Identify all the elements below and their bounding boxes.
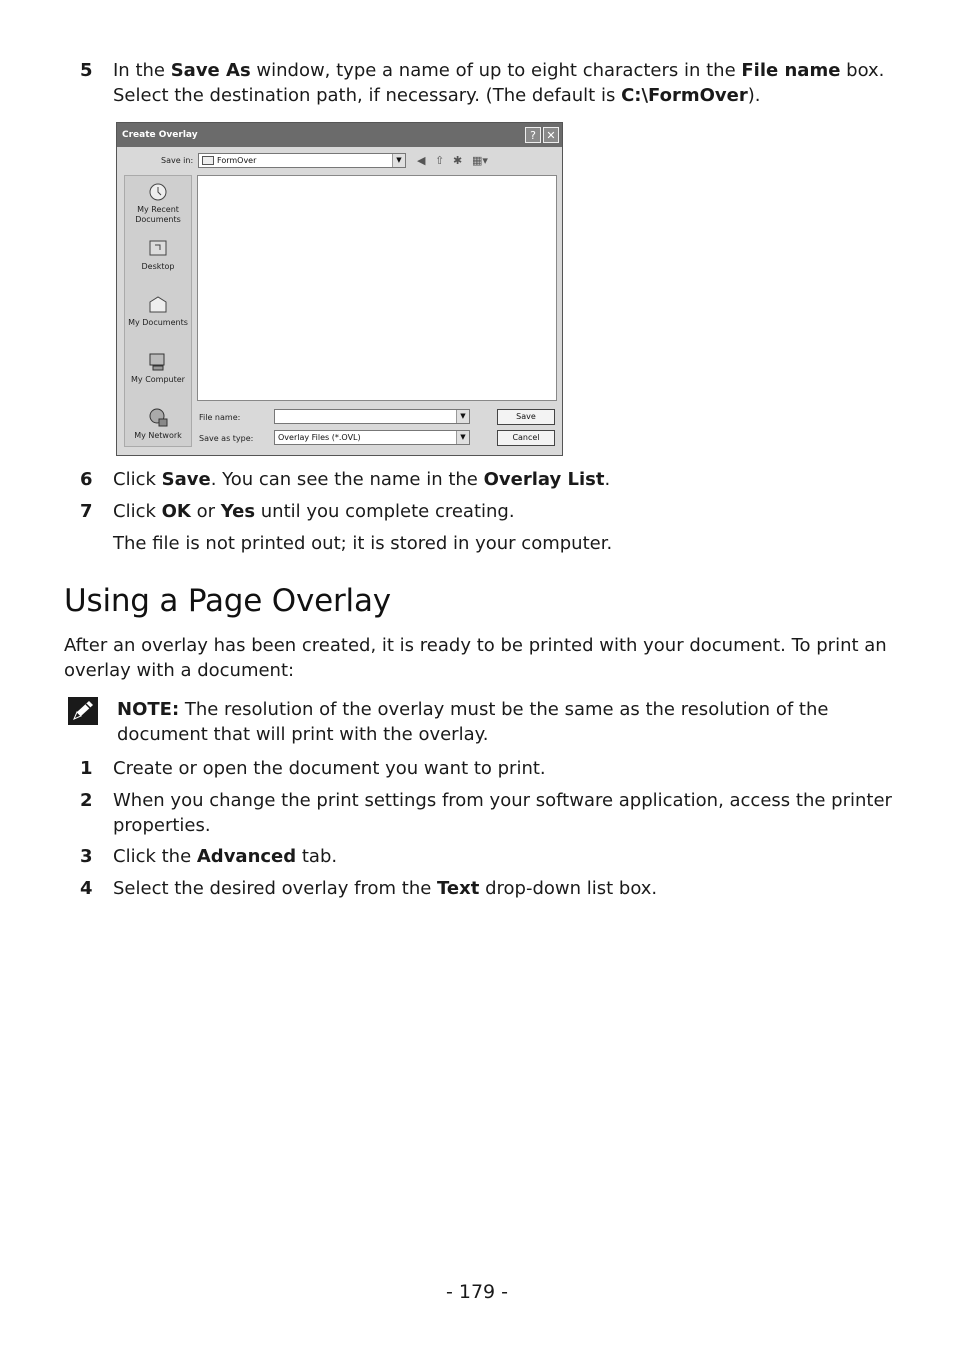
text-run: until you complete creating. [255,501,515,522]
place-label: My Network [134,431,182,440]
recent-documents-icon [147,181,169,203]
bold-term: Overlay List [483,469,605,490]
help-button[interactable]: ? [525,127,541,143]
text-run: In the [113,60,171,81]
chevron-down-icon: ▼ [392,154,405,167]
step-text [113,876,893,901]
save-as-type-dropdown[interactable] [274,430,470,445]
dialog-title: Create Overlay [117,123,562,147]
text-run: tab. [296,846,338,867]
place-my-network[interactable] [125,407,191,441]
chevron-down-icon: ▼ [456,431,469,444]
my-computer-icon [147,351,169,373]
note-text: The resolution of the overlay must be the same as the resolution of the document that will print with the overlay. [117,699,829,745]
place-recent[interactable] [125,181,191,225]
step-number: 2 [80,790,93,811]
step-text [113,844,893,869]
text-run: drop-down list box. [479,878,658,899]
up-folder-icon[interactable]: ⇧ [435,154,445,167]
text-run: When you change the print settings from your software application, access the printer properties. [113,790,892,836]
pencil-note-icon [68,697,98,725]
bold-term: C:\FormOver [621,85,748,106]
step-number: 3 [80,846,93,867]
place-label: My Documents [128,318,188,327]
note [117,697,877,747]
save-in-value: FormOver [217,156,257,165]
step-text [113,467,893,492]
save-in-dropdown[interactable] [198,153,406,168]
place-label: My Computer [131,375,185,384]
place-label: My Recent Documents [135,205,181,224]
text-run: Create or open the document you want to print. [113,758,546,779]
text-run: Select the desired overlay from the [113,878,438,899]
cancel-button[interactable]: Cancel [497,430,555,446]
bold-term: Save [161,469,211,490]
step-number: 7 [80,501,93,522]
chevron-down-icon: ▼ [456,410,469,423]
text-run: . [604,469,611,490]
close-button[interactable]: ✕ [543,127,559,143]
folder-icon [202,156,214,165]
text-run: Click [113,469,162,490]
file-name-label: File name: [199,413,241,422]
desktop-icon [147,238,169,260]
save-as-type-value: Overlay Files (*.OVL) [278,433,361,442]
create-overlay-dialog [116,122,563,456]
step-number: 5 [80,60,93,81]
text-run: . You can see the name in the [210,469,484,490]
my-documents-icon [147,294,169,316]
text-run: box. Select the destination path, if necessary. (The default is [113,60,885,106]
text-run: or [190,501,221,522]
note-label: NOTE: [117,699,180,720]
back-icon[interactable]: ◀ [417,154,426,167]
place-label: Desktop [141,262,175,271]
step-text [113,788,893,838]
bold-term: Text [437,878,480,899]
places-bar [124,175,192,447]
step-text [113,756,893,781]
step-7-note: The file is not printed out; it is stored in your computer. [113,533,613,554]
step-number: 1 [80,758,93,779]
step-text [113,58,893,108]
text-run: Click the [113,846,197,867]
bold-term: Advanced [196,846,297,867]
bold-term: Save As [170,60,251,81]
view-menu-icon[interactable]: ▦▾ [472,154,488,167]
save-button[interactable]: Save [497,409,555,425]
step-number: 6 [80,469,93,490]
place-desktop[interactable] [125,238,191,272]
text-run: window, type a name of up to eight characters in the [250,60,742,81]
page-number: - 179 - [445,1281,509,1303]
my-network-icon [147,407,169,429]
place-my-documents[interactable] [125,294,191,328]
save-in-label: Save in: [161,156,194,165]
bold-term: File name [741,60,841,81]
new-folder-icon[interactable]: ✱ [453,154,463,167]
step-number: 4 [80,878,93,899]
step-text [113,499,893,524]
save-as-type-label: Save as type: [199,434,254,443]
text-run: ). [747,85,761,106]
section-title: Using a Page Overlay [64,583,391,619]
bold-term: OK [161,501,191,522]
file-list[interactable] [197,175,557,401]
text-run: Click [113,501,162,522]
intro-paragraph: After an overlay has been created, it is ready to be printed with your document. To print an overlay with a document: [64,635,887,681]
bold-term: Yes [220,501,256,522]
place-my-computer[interactable] [125,351,191,385]
file-name-input[interactable] [274,409,470,424]
